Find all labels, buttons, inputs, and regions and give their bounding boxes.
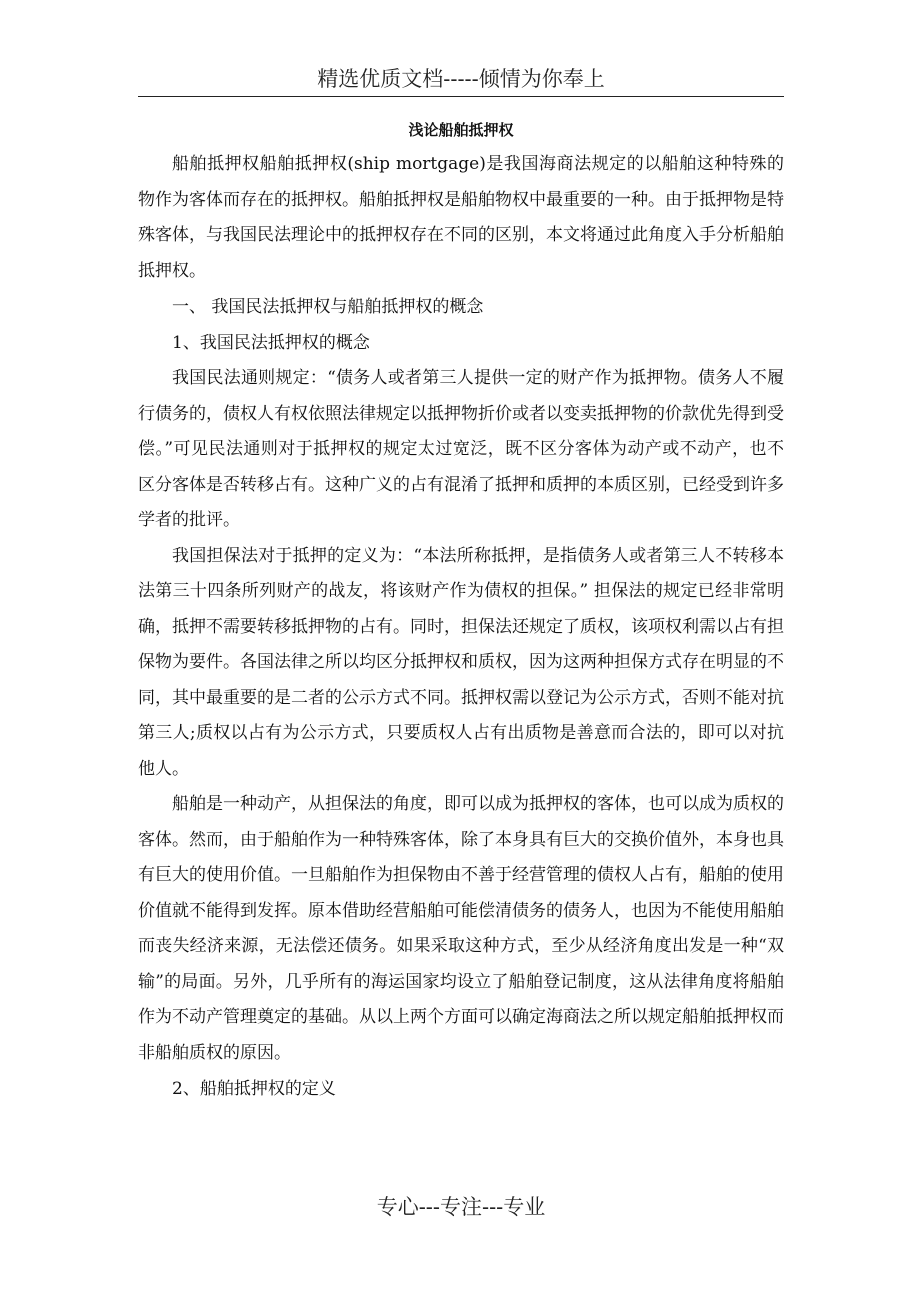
paragraph-ship: 船舶是一种动产，从担保法的角度，即可以成为抵押权的客体，也可以成为质权的客体。然而，由于船舶作为一种特殊客体，除了本身具有巨大的交换价值外，本身也具有巨大的使用价值。一旦船舶作为担保物由不善于经营管理的债权人占有，船舶的使用价值就不能得到发挥。原本借助经营船舶可能偿清债务的债务人，也因为不能使用船舶而丧失经济来源，无法偿还债务。如果采取这种方式，至少从经济角度出发是一种“双输”的局面。另外，几乎所有的海运国家均设立了船舶登记制度，这从法律角度将船舶作为不动产管理奠定的基础。从以上两个方面可以确定海商法之所以规定船舶抵押权而非船舶质权的原因。 bbox=[138, 794, 784, 1063]
subsection-heading-2: 2、船舶抵押权的定义 bbox=[172, 1079, 336, 1099]
page-header: 精选优质文档-----倾情为你奉上 bbox=[317, 67, 605, 91]
paragraph-intro: 船舶抵押权船舶抵押权(ship mortgage)是我国海商法规定的以船舶这种特殊的物作为客体而存在的抵押权。船舶抵押权是船舶物权中最重要的一种。由于抵押物是特殊客体，与我国民法理论中的抵押权存在不同的区别，本文将通过此角度入手分析船舶抵押权。 bbox=[138, 154, 784, 281]
header-divider bbox=[138, 96, 784, 97]
document-body bbox=[138, 147, 784, 1107]
section-heading-1: 一、 我国民法抵押权与船舶抵押权的概念 bbox=[172, 297, 484, 317]
subsection-heading-1: 1、我国民法抵押权的概念 bbox=[172, 333, 370, 353]
paragraph-guarantee-law: 我国担保法对于抵押的定义为：“本法所称抵押，是指债务人或者第三人不转移本法第三十四条所列财产的战友，将该财产作为债权的担保。” 担保法的规定已经非常明确，抵押不需要转移抵押物的占有。同时，担保法还规定了质权，该项权利需以占有担保物为要件。各国法律之所以均区分抵押权和质权，因为这两种担保方式存在明显的不同，其中最重要的是二者的公示方式不同。抵押权需以登记为公示方式，否则不能对抗第三人;质权以占有为公示方式，只要质权人占有出质物是善意而合法的，即可以对抗他人。 bbox=[138, 545, 784, 779]
document-title: 浅论船舶抵押权 bbox=[408, 121, 514, 139]
paragraph-civil-law: 我国民法通则规定：“债务人或者第三人提供一定的财产作为抵押物。债务人不履行债务的，债权人有权依照法律规定以抵押物折价或者以变卖抵押物的价款优先得到受偿。”可见民法通则对于抵押权的规定太过宽泛，既不区分客体为动产或不动产，也不区分客体是否转移占有。这种广义的占有混淆了抵押和质押的本质区别，已经受到许多学者的批评。 bbox=[138, 368, 784, 530]
page-footer: 专心---专注---专业 bbox=[376, 1195, 546, 1219]
